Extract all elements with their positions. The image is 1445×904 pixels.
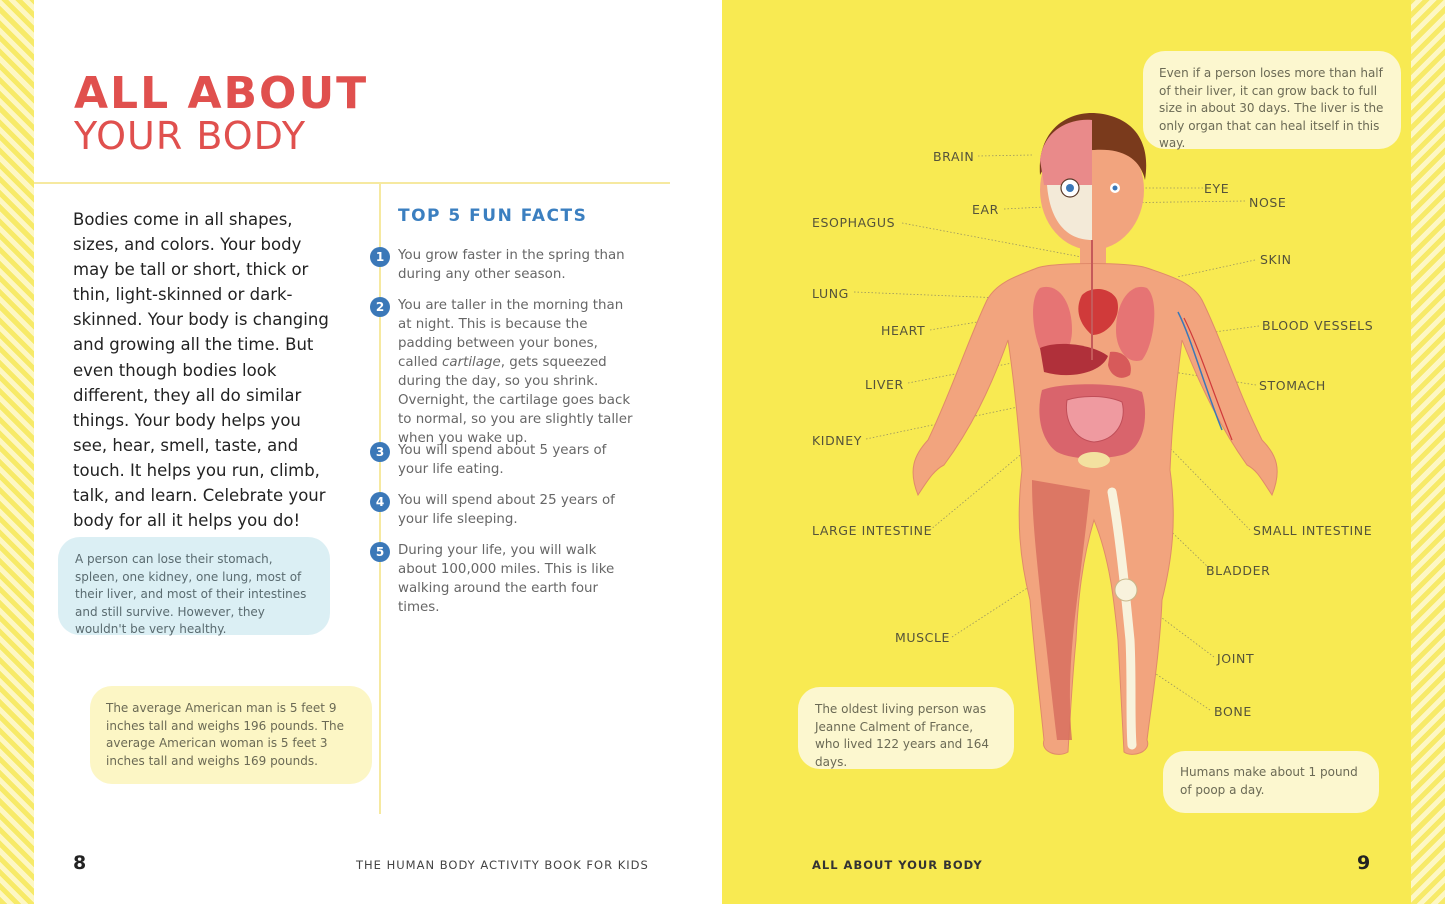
label-large-intestine: LARGE INTESTINE bbox=[812, 523, 933, 538]
intro-paragraph: Bodies come in all shapes, sizes, and colors. Your body may be tall or short, thick or thin, light-skinned or dark-skinned. Your body is changing and growing all the time. But even though bodies look different, they all do similar things. Your body helps you see, hear, smell, taste, and touch. It helps you run, climb, talk, and learn. Celebrate your body for all it helps you do! bbox=[73, 210, 329, 531]
fact-number-badge: 2 bbox=[370, 297, 390, 317]
label-small-intestine: SMALL INTESTINE bbox=[1253, 523, 1373, 538]
label-eye: EYE bbox=[1204, 181, 1230, 196]
title-divider bbox=[34, 182, 670, 184]
section-footer: ALL ABOUT YOUR BODY bbox=[812, 858, 983, 872]
right-page bbox=[722, 0, 1411, 904]
label-bladder: BLADDER bbox=[1206, 563, 1271, 578]
survival-fact-bubble: A person can lose their stomach, spleen, one kidney, one lung, most of their liver, and most of their intestines and still survive. However, they wouldn't be very healthy. bbox=[58, 537, 330, 635]
page-title-line1: ALL ABOUT bbox=[74, 68, 369, 119]
poop-fact-bubble: Humans make about 1 pound of poop a day. bbox=[1163, 751, 1379, 813]
label-bone: BONE bbox=[1214, 704, 1252, 719]
label-lung: LUNG bbox=[812, 286, 849, 301]
label-blood-vessels: BLOOD VESSELS bbox=[1262, 318, 1374, 333]
fact-text: During your life, you will walk about 100,000 miles. This is like walking around the earth four times. bbox=[398, 543, 615, 615]
fact-number-badge: 1 bbox=[370, 247, 390, 267]
average-american-bubble: The average American man is 5 feet 9 inches tall and weighs 196 pounds. The average American woman is 5 feet 3 inches tall and weighs 169 pounds. bbox=[90, 686, 372, 784]
label-esophagus: ESOPHAGUS bbox=[812, 215, 896, 230]
label-ear: EAR bbox=[972, 202, 999, 217]
fact-text: You will spend about 25 years of your life sleeping. bbox=[398, 493, 615, 527]
book-title-footer: THE HUMAN BODY ACTIVITY BOOK FOR KIDS bbox=[356, 858, 649, 872]
left-decorative-border bbox=[0, 0, 34, 904]
fact-number-badge: 3 bbox=[370, 442, 390, 462]
label-muscle: MUSCLE bbox=[895, 630, 951, 645]
page-number-right: 9 bbox=[1357, 852, 1371, 874]
cartilage-term: cartilage bbox=[442, 355, 501, 370]
left-page bbox=[34, 0, 722, 904]
page-number-left: 8 bbox=[73, 852, 87, 874]
fact-number-badge: 5 bbox=[370, 542, 390, 562]
fact-text: You are taller in the morning than at night. This is because the padding between your bones, called cartilage, gets squeezed during the day, so you shrink. Overnight, the cartilage goes back to normal, so you are slightly taller when you wake up. bbox=[398, 298, 633, 446]
right-decorative-border bbox=[1411, 0, 1445, 904]
label-heart: HEART bbox=[881, 323, 926, 338]
liver-fact-bubble: Even if a person loses more than half of their liver, it can grow back to full size in about 30 days. The liver is the only organ that can heal itself in this way. bbox=[1143, 51, 1401, 149]
fact-text: You grow faster in the spring than during any other season. bbox=[398, 248, 625, 282]
fact-number-badge: 4 bbox=[370, 492, 390, 512]
label-kidney: KIDNEY bbox=[812, 433, 862, 448]
page-title-line2: YOUR BODY bbox=[74, 114, 307, 158]
label-skin: SKIN bbox=[1260, 252, 1292, 267]
label-brain: BRAIN bbox=[933, 149, 975, 164]
label-joint: JOINT bbox=[1217, 651, 1255, 666]
fact-text: You will spend about 5 years of your life eating. bbox=[398, 443, 607, 477]
label-liver: LIVER bbox=[865, 377, 904, 392]
label-stomach: STOMACH bbox=[1259, 378, 1326, 393]
oldest-person-bubble: The oldest living person was Jeanne Calment of France, who lived 122 years and 164 days. bbox=[798, 687, 1014, 769]
fun-facts-heading: TOP 5 FUN FACTS bbox=[398, 206, 588, 226]
label-nose: NOSE bbox=[1249, 195, 1287, 210]
